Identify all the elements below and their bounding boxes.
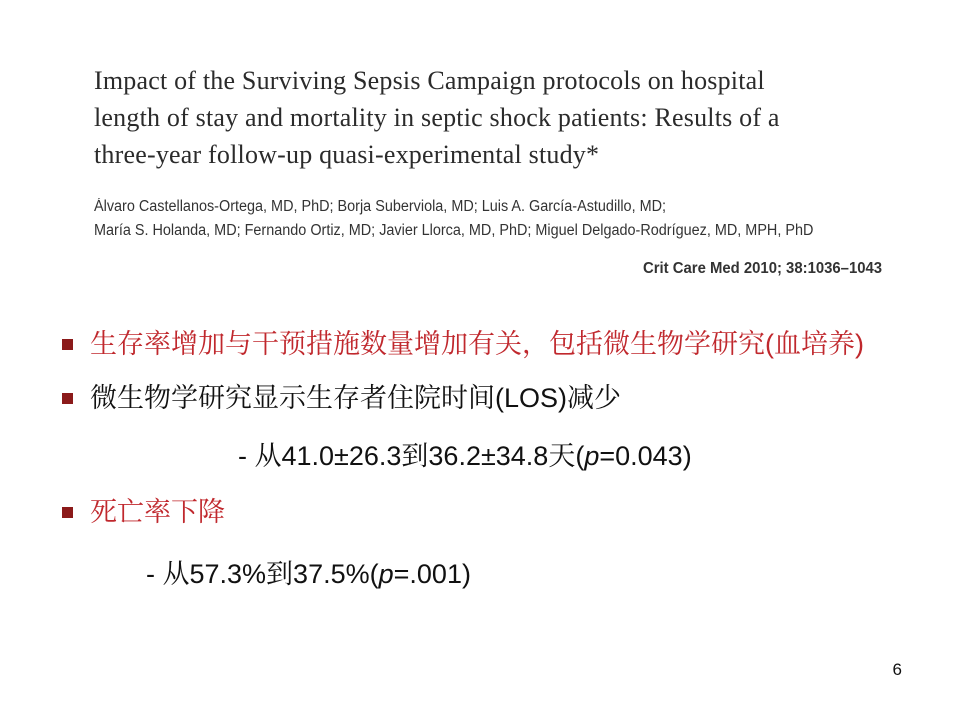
bullet-item-mortality [62, 490, 912, 534]
sub-prefix: - 从57.3%到37.5%( [146, 559, 379, 589]
bullet-text: 生存率增加与干预措施数量增加有关，包括微生物学研究(血培养) [90, 329, 864, 359]
bullet-text: 死亡率下降 [90, 497, 225, 527]
paper-title-line-3: three-year follow-up quasi-experimental study* [94, 140, 600, 169]
paper-title [94, 62, 894, 173]
paper-citation: Crit Care Med 2010; 38:1036–1043 [642, 260, 882, 277]
sub-suffix: =0.043) [599, 441, 692, 471]
square-bullet-icon [62, 507, 73, 518]
paper-header [94, 62, 894, 243]
bullet-sub-los [238, 434, 912, 478]
bullet-text: 微生物学研究显示生存者住院时间(LOS)减少 [90, 383, 622, 413]
square-bullet-icon [62, 393, 73, 404]
bullet-item-los [62, 376, 912, 420]
paper-title-line-2: length of stay and mortality in septic shock patients: Results of a [94, 103, 780, 132]
p-label: p [378, 559, 394, 589]
bullet-item-survival [62, 322, 880, 366]
bullet-sub-mortality [146, 552, 912, 596]
paper-authors [94, 195, 838, 243]
p-label: p [584, 441, 600, 471]
page-number: 6 [892, 660, 902, 679]
bullet-list [62, 322, 912, 596]
sub-prefix: - 从41.0±26.3到36.2±34.8天( [238, 441, 585, 471]
square-bullet-icon [62, 339, 73, 350]
paper-authors-line-2: María S. Holanda, MD; Fernando Ortiz, MD; Javier Llorca, MD, PhD; Miguel Delgado-Rodríguez, MD, MPH, PhD [94, 222, 814, 239]
paper-authors-line-1: Álvaro Castellanos-Ortega, MD, PhD; Borja Suberviola, MD; Luis A. García-Astudillo, MD; [94, 198, 667, 215]
sub-suffix: =.001) [393, 559, 471, 589]
paper-title-line-1: Impact of the Surviving Sepsis Campaign protocols on hospital [94, 66, 765, 95]
